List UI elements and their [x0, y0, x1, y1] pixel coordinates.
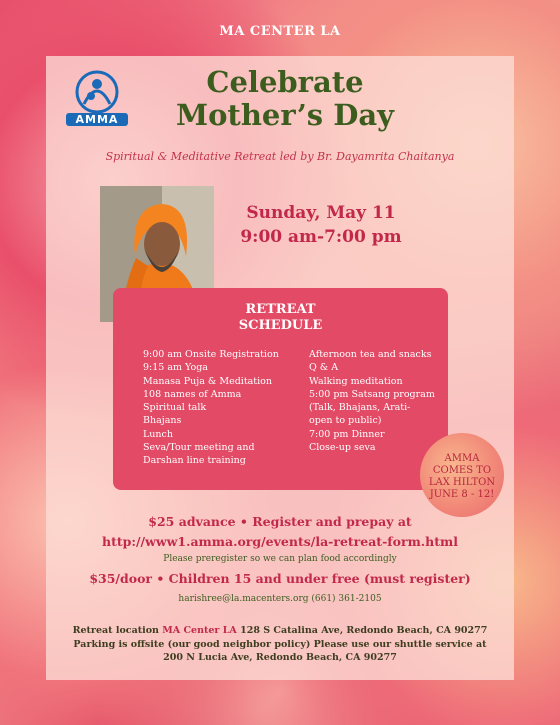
contact-info[interactable]: harishree@la.macenters.org (661) 361-2105 [178, 594, 382, 604]
door-pricing: $35/door • Children 15 and under free (must register) [89, 571, 471, 586]
event-date: Sunday, May 11 [246, 203, 396, 223]
location-info [46, 624, 514, 665]
schedule-item: open to public) [309, 415, 382, 427]
schedule-item: 9:15 am Yoga [143, 362, 208, 374]
logo-label: AMMA [66, 113, 128, 126]
location-line-1 [46, 624, 514, 638]
location-name: MA Center LA [162, 625, 237, 636]
schedule-title-line-2: SCHEDULE [238, 318, 323, 333]
schedule-item: Seva/Tour meeting and [143, 442, 255, 454]
schedule-item: Afternoon tea and snacks [309, 349, 432, 360]
retreat-schedule-box [113, 288, 448, 490]
schedule-title-line-1: RETREAT [245, 302, 316, 317]
retreat-subtitle: Spiritual & Meditative Retreat led by Br. Dayamrita Chaitanya [105, 150, 455, 163]
schedule-item: Spiritual talk [143, 402, 207, 414]
schedule-item: Lunch [143, 428, 173, 440]
parking-line-2: 200 N Lucia Ave, Redondo Beach, CA 90277 [163, 652, 397, 663]
badge-line-3: LAX HILTON [428, 477, 496, 488]
schedule-item: 108 names of Amma [143, 388, 242, 400]
location-address: 128 S Catalina Ave, Redondo Beach, CA 90277 [240, 625, 488, 636]
schedule-item: Manasa Puja & Meditation [143, 375, 272, 387]
schedule-right-column [309, 348, 444, 454]
schedule-item: 7:00 pm Dinner [309, 428, 385, 440]
advance-price-text: $25 advance • Register and prepay at [148, 514, 412, 529]
title-line-1: Celebrate [206, 65, 364, 99]
advance-pricing [46, 512, 514, 552]
badge-line-1: AMMA [444, 453, 480, 464]
schedule-left-column [143, 348, 308, 468]
org-header: MA CENTER LA [219, 24, 341, 39]
badge-line-2: COMES TO [432, 465, 492, 476]
title-line-2: Mother’s Day [175, 98, 395, 132]
schedule-item: Close-up seva [309, 442, 376, 454]
badge-line-4: JUNE 8 - 12! [429, 489, 495, 500]
location-prefix: Retreat location [72, 625, 159, 636]
lax-hilton-badge [420, 433, 504, 517]
schedule-item: 9:00 am Onsite Registration [143, 349, 279, 360]
schedule-item: Bhajans [143, 415, 182, 427]
schedule-item: 5:00 pm Satsang program [309, 388, 435, 400]
schedule-title [113, 302, 448, 334]
parking-line-1: Parking is offsite (our good neighbor policy) Please use our shuttle service at [73, 638, 487, 650]
schedule-item: Darshan line training [143, 455, 246, 467]
schedule-item: Walking meditation [309, 375, 403, 387]
registration-url[interactable]: http://www1.amma.org/events/la-retreat-form.html [102, 534, 458, 549]
event-datetime [226, 201, 416, 249]
badge-text [420, 453, 504, 501]
page-title [160, 66, 410, 132]
preregister-note: Please preregister so we can plan food accordingly [163, 554, 397, 564]
schedule-item: Q & A [309, 362, 339, 374]
schedule-item: (Talk, Bhajans, Arati- [309, 402, 411, 414]
event-time: 9:00 am-7:00 pm [240, 227, 402, 247]
